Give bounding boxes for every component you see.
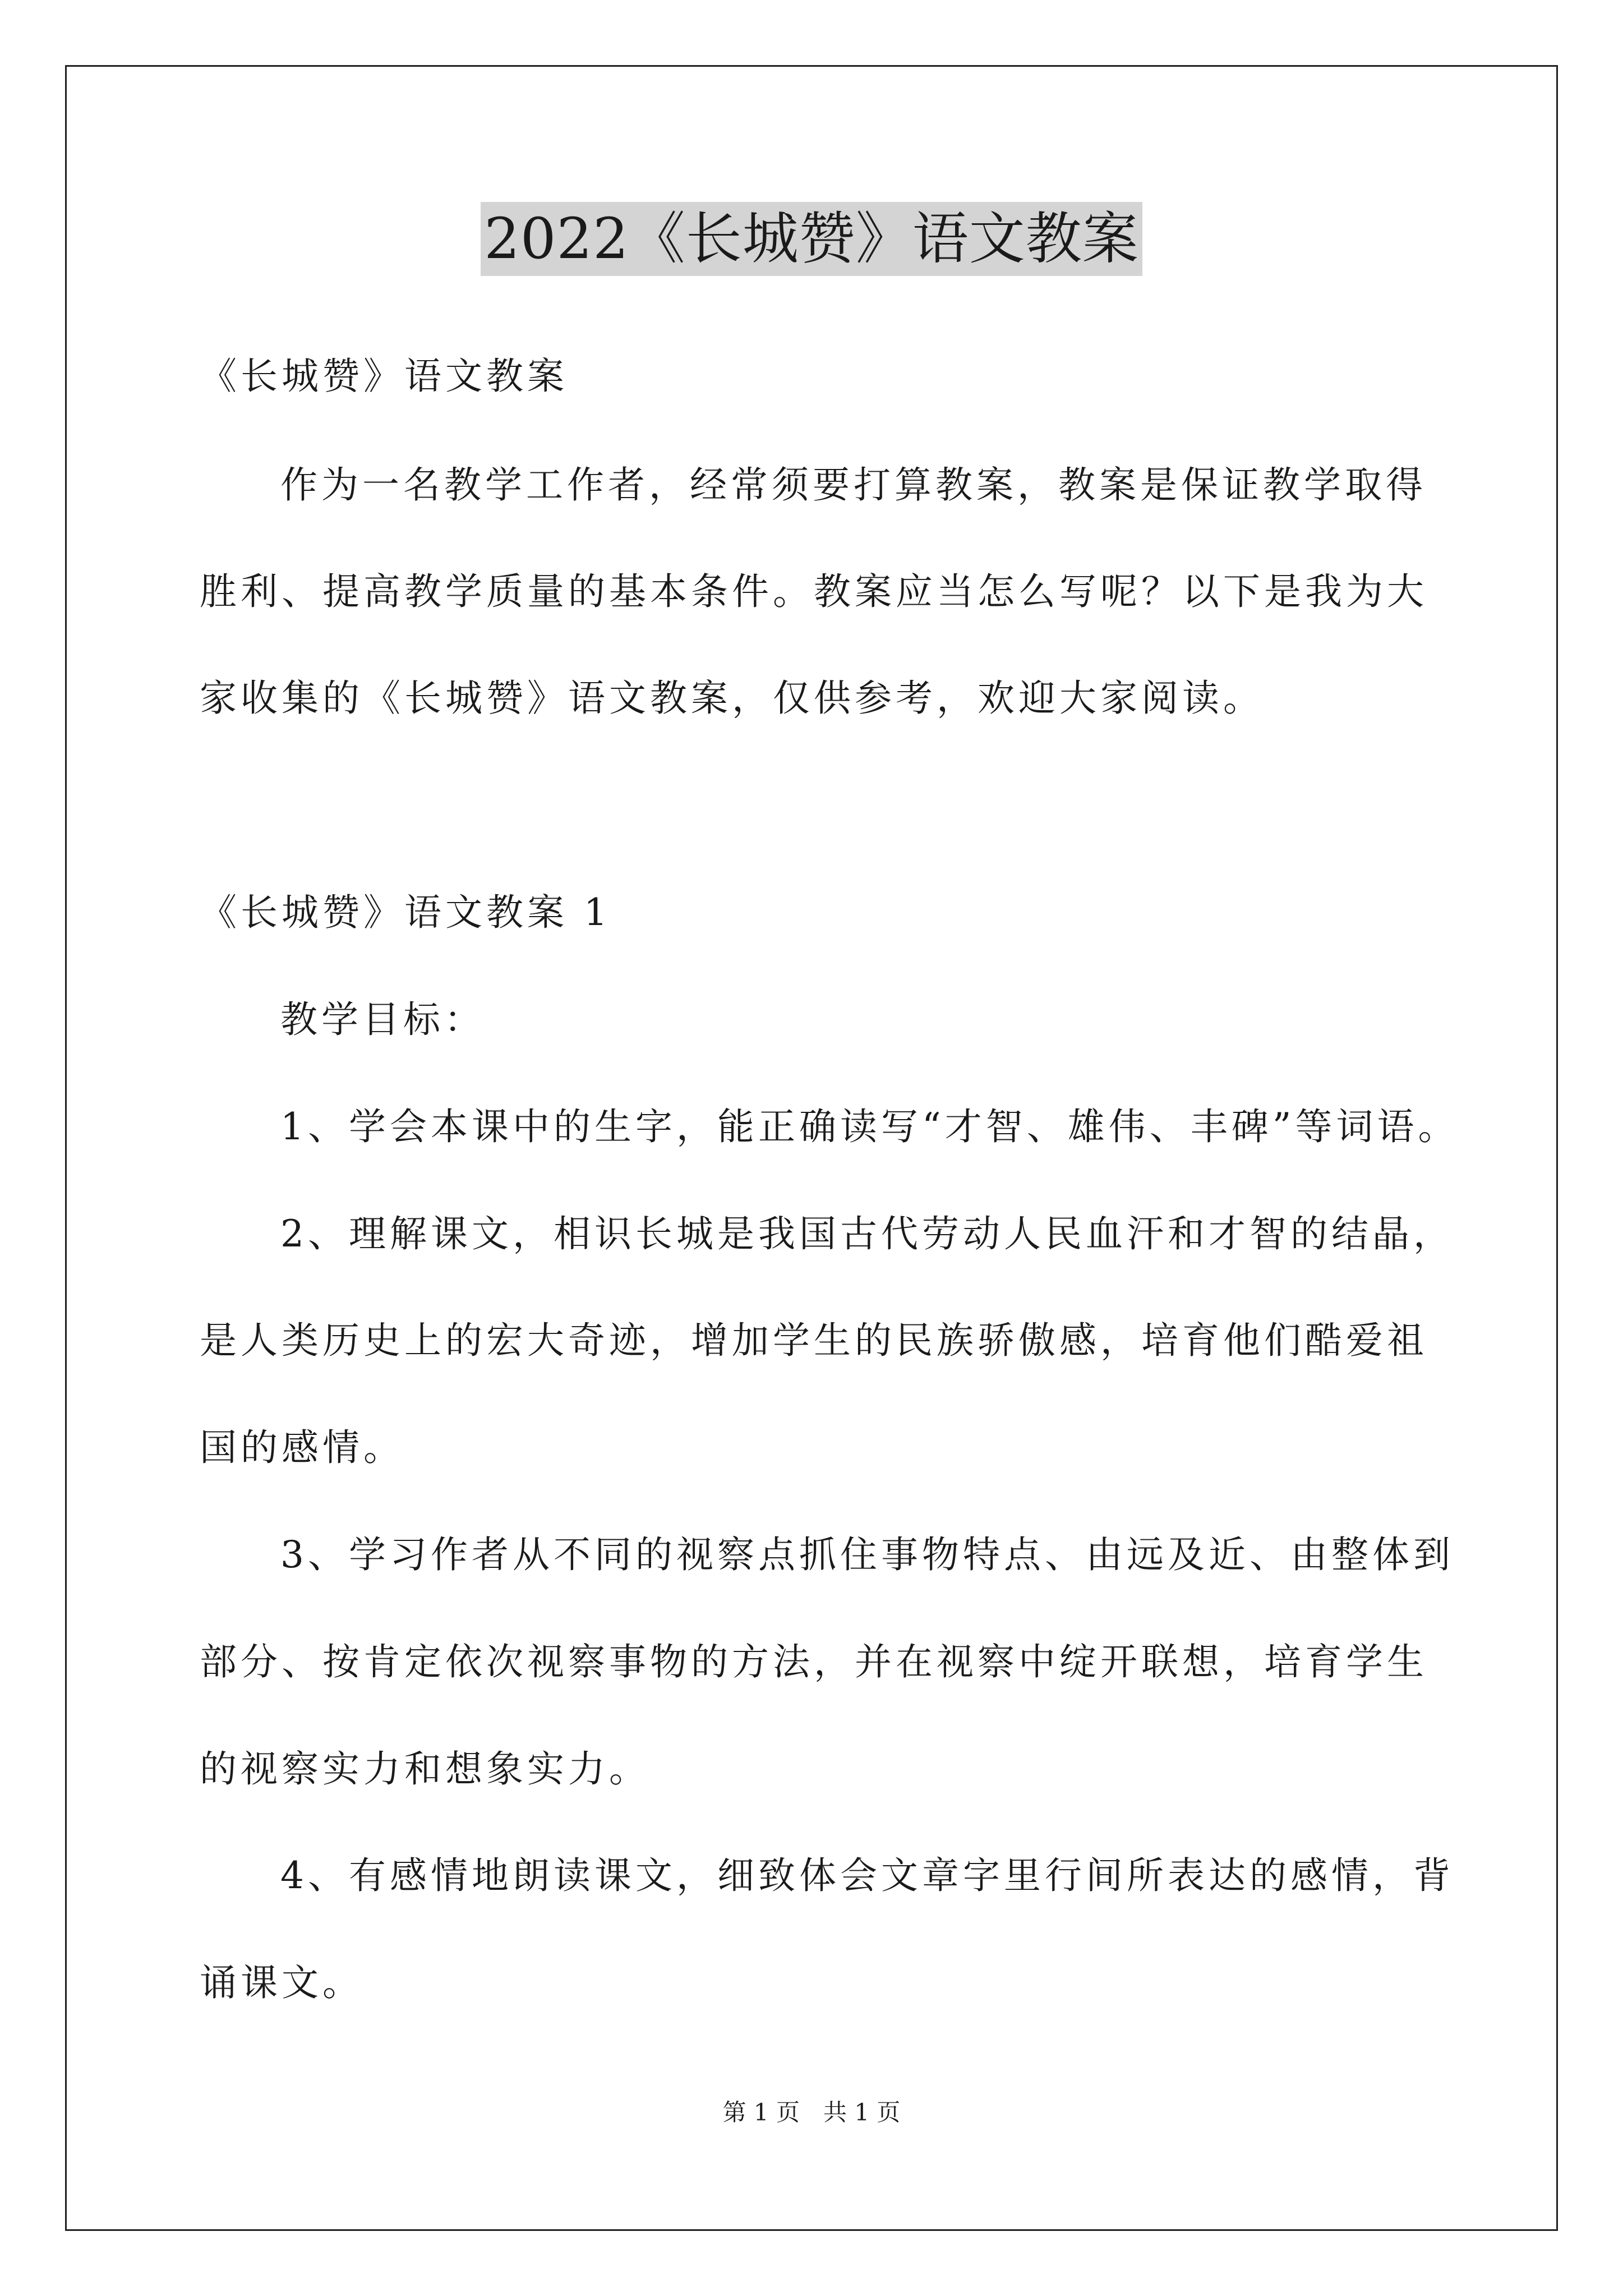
page-footer: 第 1 页 共 1 页	[722, 2099, 901, 2126]
intro-line-1: 作为一名教学工作者，经常须要打算教案，教案是保证教学取得	[280, 463, 1427, 507]
goal-3-line-2: 部分、按肯定依次视察事物的方法，并在视察中绽开联想，培育学生	[200, 1640, 1428, 1683]
document-title-text: 2022《长城赞》语文教案	[481, 202, 1142, 276]
intro-line-3: 家收集的《长城赞》语文教案，仅供参考，欢迎大家阅读。	[200, 677, 1264, 720]
intro-line-2: 胜利、提高教学质量的基本条件。教案应当怎么写呢？以下是我为大	[200, 570, 1428, 613]
goal-3-line-1: 3、学习作者从不同的视察点抓住事物特点、由远及近、由整体到	[280, 1533, 1454, 1576]
goal-3-line-3: 的视察实力和想象实力。	[200, 1747, 650, 1791]
goals-label: 教学目标：	[280, 998, 485, 1041]
goal-2-line-1: 2、理解课文，相识长城是我国古代劳动人民血汗和才智的结晶，	[280, 1212, 1454, 1255]
document-title	[0, 202, 1623, 276]
subtitle: 《长城赞》语文教案	[200, 355, 568, 398]
goal-2-line-3: 国的感情。	[200, 1426, 404, 1469]
goal-4-line-1: 4、有感情地朗读课文，细致体会文章字里行间所表达的感情，背	[280, 1854, 1454, 1897]
goal-4-line-2: 诵课文。	[200, 1961, 363, 2004]
goal-2-line-2: 是人类历史上的宏大奇迹，增加学生的民族骄傲感，培育他们酷爱祖	[200, 1319, 1428, 1362]
goal-1-line-1: 1、学会本课中的生字，能正确读写“才智、雄伟、丰碑”等词语。	[280, 1105, 1459, 1148]
section-heading: 《长城赞》语文教案 1	[200, 891, 611, 934]
